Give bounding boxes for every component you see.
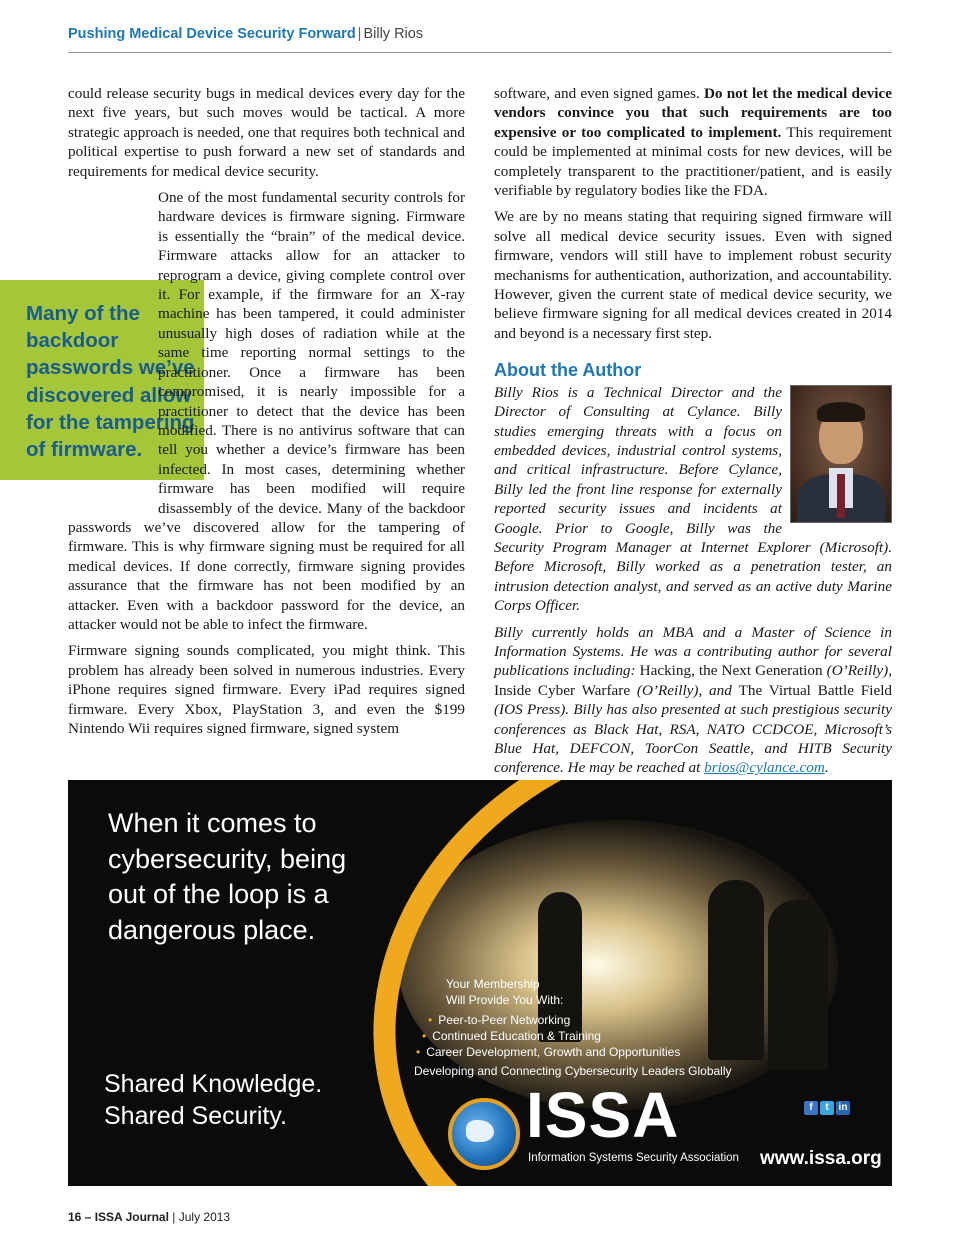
right-paragraph-2: We are by no means stating that requiring signed firmware will solve all medical device security issues. Even with signed firmware, vendors will still have to implement robust security mechanisms for authentication, authorization, and accountability. However, given the current state of medical device security, we believe firmware signing for all medical devices created in 2014 and beyond is a necessary first step. xyxy=(494,208,892,342)
issa-logo-subtitle: Information Systems Security Association xyxy=(528,1152,739,1164)
ad-benefit-item: • Peer-to-Peer Networking xyxy=(428,1012,680,1028)
book-title-1: Hacking, the Next Generation xyxy=(639,662,823,680)
author-photo xyxy=(790,385,892,523)
pull-quote-spacer xyxy=(0,274,150,501)
header-separator: | xyxy=(357,26,362,42)
emphasis-text: Do not let the medical device vendors convince you that such requirements are too expensive or too complicated to implement. xyxy=(494,85,892,141)
issa-advertisement[interactable] xyxy=(68,780,892,1186)
book-title-3: The Virtual Battle Field xyxy=(738,681,893,699)
right-paragraph-1: software, and even signed games. Do not let the medical device vendors convince you that such requirements are too expensive or too complicated to implement. This requirement could be implemented at minimal costs for new devices, will be completely transparent to the practitioner/patient, and is easily verifiable by regulatory bodies like the FDA. xyxy=(494,85,892,200)
left-paragraph-3: Firmware signing sounds complicated, you might think. This problem has already been solved in numerous industries. Every iPhone requires signed firmware. Every iPad requires signed firmware. Every Xbox, PlayStation 3, and even the $199 Nintendo Wii requires signed firmware, signed system xyxy=(68,642,465,737)
header-title: Pushing Medical Device Security Forward xyxy=(68,26,356,42)
issa-logo: ISSA xyxy=(526,1079,680,1151)
ad-url[interactable]: www.issa.org xyxy=(760,1148,882,1169)
ad-silhouette-3 xyxy=(768,900,828,1070)
right-column xyxy=(494,84,892,785)
ad-tagline: Shared Knowledge. Shared Security. xyxy=(104,1070,323,1130)
author-bio-1: Billy Rios is a Technical Director and the Director of Consulting at Cylance. Billy studies emerging threats with a focus on embedded devices, industrial control systems, and critical infrastructure. Before Cylance, Billy led the front line response for externally reported security issues and incidents at Google. Prior to Google, Billy was the Security Program Manager at Internet Explorer (Microsoft). Before Microsoft, Billy worked as a penetration tester, an intrusion detection analyst, and served as an active duty Marine Corps Officer. xyxy=(494,383,892,615)
facebook-icon[interactable]: f xyxy=(804,1101,818,1115)
ad-benefit-item: • Career Development, Growth and Opportunities xyxy=(416,1044,680,1060)
left-paragraph-2: One of the most fundamental security controls for hardware devices is firmware signing. Firmware is essentially the “brain” of the medical device. Firmware attacks allow for an attacker to reprogram a device, giving complete control over it. For example, if the firmware for an X-ray machine has been tampered, it could administer unusually high doses of radiation while at the same time reporting normal settings to the practitioner. Once a firmware has been compromised, it is nearly impossible for a practitioner to detect that the device has been modified. There is no antivirus software that can tell you whether a device’s firmware has been infected. In most cases, determining whether firmware has been modified will require disassembly of the device. Many of the backdoor passwords we’ve discovered allow for the tampering of firmware. This is why firmware signing must be required for all medical devices. If done correctly, firmware signing provides assurance that the firmware has not been modified by an attacker. Even with a backdoor password for the device, an attacker would not be able to infect the firmware. xyxy=(68,188,465,634)
ad-membership-title: Your Membership Will Provide You With: xyxy=(446,977,564,1007)
footer-page: 16 – ISSA Journal xyxy=(68,1210,169,1224)
ad-benefit-item: • Continued Education & Training xyxy=(422,1028,680,1044)
ad-benefits-list xyxy=(416,1012,680,1060)
ad-silhouette-2 xyxy=(708,880,764,1060)
header-author: Billy Rios xyxy=(363,26,424,42)
author-bio-2: Billy currently holds an MBA and a Master of Science in Information Systems. He was a contributing author for several publications including: Hacking, the Next Generation (O’Reilly), Inside Cyber Warfare (O’Reilly), and The Virtual Battle Field (IOS Press). Billy has also presented at such prestigious security conferences as Black Hat, RSA, NATO CCDCOE, Microsoft’s Blue Hat, DEFCON, ToorCon Seattle, and HITB Security conference. He may be reached at brios@cylance.com. xyxy=(494,623,893,777)
linkedin-icon[interactable]: in xyxy=(836,1101,850,1115)
book-title-2: Inside Cyber Warfare xyxy=(494,681,631,699)
left-paragraph-1: could release security bugs in medical devices every day for the next five years, but such moves would be tactical. A more strategic approach is needed, one that requires both technical and political expertise to push forward a new set of standards and requirements for medical device security. xyxy=(68,85,465,180)
twitter-icon[interactable]: t xyxy=(820,1101,834,1115)
ad-slogan: Developing and Connecting Cybersecurity Leaders Globally xyxy=(414,1064,732,1078)
footer-date: July 2013 xyxy=(178,1210,231,1224)
running-header xyxy=(68,26,892,53)
globe-icon xyxy=(448,1098,520,1170)
pull-quote-text: Many of the backdoor passwords we’ve discovered allow for the tampering of firmware. xyxy=(26,302,195,462)
social-icons xyxy=(804,1097,852,1115)
ad-headline: When it comes to cybersecurity, being out of the loop is a dangerous place. xyxy=(108,808,347,945)
author-email-link[interactable]: brios@cylance.com xyxy=(704,759,825,777)
page-footer: 16 – ISSA Journal | July 2013 xyxy=(68,1210,231,1224)
about-author-heading: About the Author xyxy=(494,360,642,381)
left-column xyxy=(68,84,465,745)
